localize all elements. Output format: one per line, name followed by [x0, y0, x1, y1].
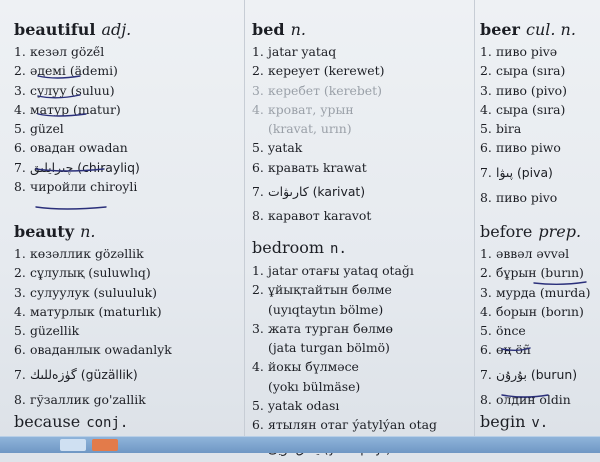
translation-line: 2. кереует (kerewet) — [252, 63, 385, 79]
translation-line: 7. پىۋا (piva) — [480, 164, 553, 180]
headword: bedroom — [252, 238, 325, 257]
translation-line: 5. güzel — [14, 121, 64, 137]
part-of-speech: v. — [531, 415, 549, 431]
headword: begin — [480, 412, 526, 431]
translation-line: 4. борын (borın) — [480, 303, 584, 319]
translation-line: 1. пиво pivə — [480, 44, 558, 59]
translation-line: 2. бұрын (burın) — [480, 265, 584, 281]
translation-line: 8. гўзаллик go'zallik — [14, 391, 146, 407]
translation-line: 6. өң öñ — [480, 342, 531, 358]
translation-line: 8. чиройли chiroyli — [14, 179, 138, 195]
entry-beauty — [14, 222, 242, 409]
translation-line: 4. сыра (sıra) — [480, 101, 566, 117]
translation-line: 7. بۇرۇن (burun) — [480, 366, 578, 382]
entry-beer — [480, 20, 600, 207]
headword-beautiful — [14, 20, 242, 40]
taskbar-button[interactable] — [60, 439, 86, 451]
translation-line: (yokı bülmäse) — [268, 378, 361, 394]
headword-because — [14, 412, 242, 433]
headword-before — [480, 222, 600, 242]
headword-beauty — [14, 222, 242, 242]
translation-line: 1. әввәл əvvəl — [480, 246, 570, 261]
translation-line: 3. мурда (murda) — [480, 284, 591, 300]
translation-line: 3. сулуу (suluu) — [14, 82, 115, 98]
translation-line: 4. матур (matur) — [14, 101, 121, 117]
translation-line: 6. овадан owadan — [14, 140, 128, 156]
headword-begin — [480, 412, 600, 433]
translation-line: 5. yatak — [252, 140, 303, 156]
taskbar-button[interactable] — [92, 439, 118, 451]
translation-line: 3. керебет (kerebet) — [252, 82, 382, 98]
translation-line: 8. пиво pivo — [480, 189, 558, 205]
entry-begin — [480, 412, 600, 433]
part-of-speech: n. — [330, 241, 347, 257]
entry-because — [14, 412, 242, 433]
translation-line: 1. jatar yataq — [252, 44, 337, 59]
entry-bedroom — [252, 238, 480, 462]
part-of-speech: n. — [80, 222, 96, 241]
translation-line: 3. сулуулук (suluuluk) — [14, 284, 157, 300]
headword: because — [14, 412, 81, 431]
entry-beautiful — [14, 20, 242, 196]
translation-line: 5. güzellik — [14, 323, 80, 339]
translation-line: 8. олдин oldin — [480, 391, 571, 407]
translation-line: 3. пиво (pivo) — [480, 82, 567, 98]
translation-line: 6. кравать krawat — [252, 159, 367, 175]
headword: bed — [252, 20, 285, 39]
translation-line: 5. önce — [480, 323, 526, 339]
part-of-speech: adj. — [101, 20, 132, 39]
translation-line: 5. bira — [480, 121, 522, 137]
column-divider — [244, 0, 245, 436]
translation-line: 1. кезәл göze̋l — [14, 44, 105, 59]
headword-beer — [480, 20, 600, 40]
translation-line: (jata turgan bölmö) — [268, 340, 390, 356]
headword-bed — [252, 20, 480, 40]
translation-line: 4. матурлык (maturlık) — [14, 303, 162, 319]
translation-line: 7. گۈزەللىك (güzällik) — [14, 366, 138, 382]
translation-line: 6. оваданлык owadanlyk — [14, 342, 172, 358]
taskbar — [0, 436, 600, 453]
translation-line: 8. каравот karavot — [252, 208, 372, 224]
headword: beauty — [14, 222, 75, 241]
part-of-speech: prep. — [538, 222, 582, 241]
translation-line: 2. сыра (sıra) — [480, 63, 566, 79]
column-divider — [474, 0, 475, 436]
translation-line: 6. ятылян отаг ýatylýan otag — [252, 417, 437, 433]
entry-bed — [252, 20, 480, 225]
translation-line: 2. әдемі (ädemi) — [14, 63, 118, 79]
headword: before — [480, 222, 533, 241]
headword: beautiful — [14, 20, 96, 39]
translation-line: 4. кроват, урын — [252, 101, 354, 117]
headword: beer — [480, 20, 520, 39]
translation-line: 7. كارىۋات (karivat) — [252, 184, 366, 200]
translation-line: 6. пиво piwo — [480, 140, 561, 156]
entry-before — [480, 222, 600, 409]
translation-line: (kravat, urın) — [268, 121, 352, 137]
headword-bedroom — [252, 238, 480, 259]
translation-line: 5. yatak odası — [252, 398, 340, 414]
translation-line: (uyıqtaytın bölme) — [268, 301, 384, 317]
part-of-speech: conj. — [86, 415, 129, 431]
translation-line: 2. ұйықтайтын бөлме — [252, 282, 392, 298]
translation-line: 1. көзәллик gözəllik — [14, 246, 144, 261]
part-of-speech: n. — [290, 20, 306, 39]
translation-line: 2. сұлулық (suluwlıq) — [14, 265, 151, 281]
translation-line: 4. йокы бүлмәсе — [252, 359, 359, 375]
translation-line: 7. چىرايلىق (chirayliq) — [14, 159, 140, 175]
translation-line: 1. jatar отағы yataq otağı — [252, 263, 414, 278]
translation-line: 3. жата турган бөлмө — [252, 320, 394, 336]
part-of-speech: cul. n. — [525, 20, 576, 39]
